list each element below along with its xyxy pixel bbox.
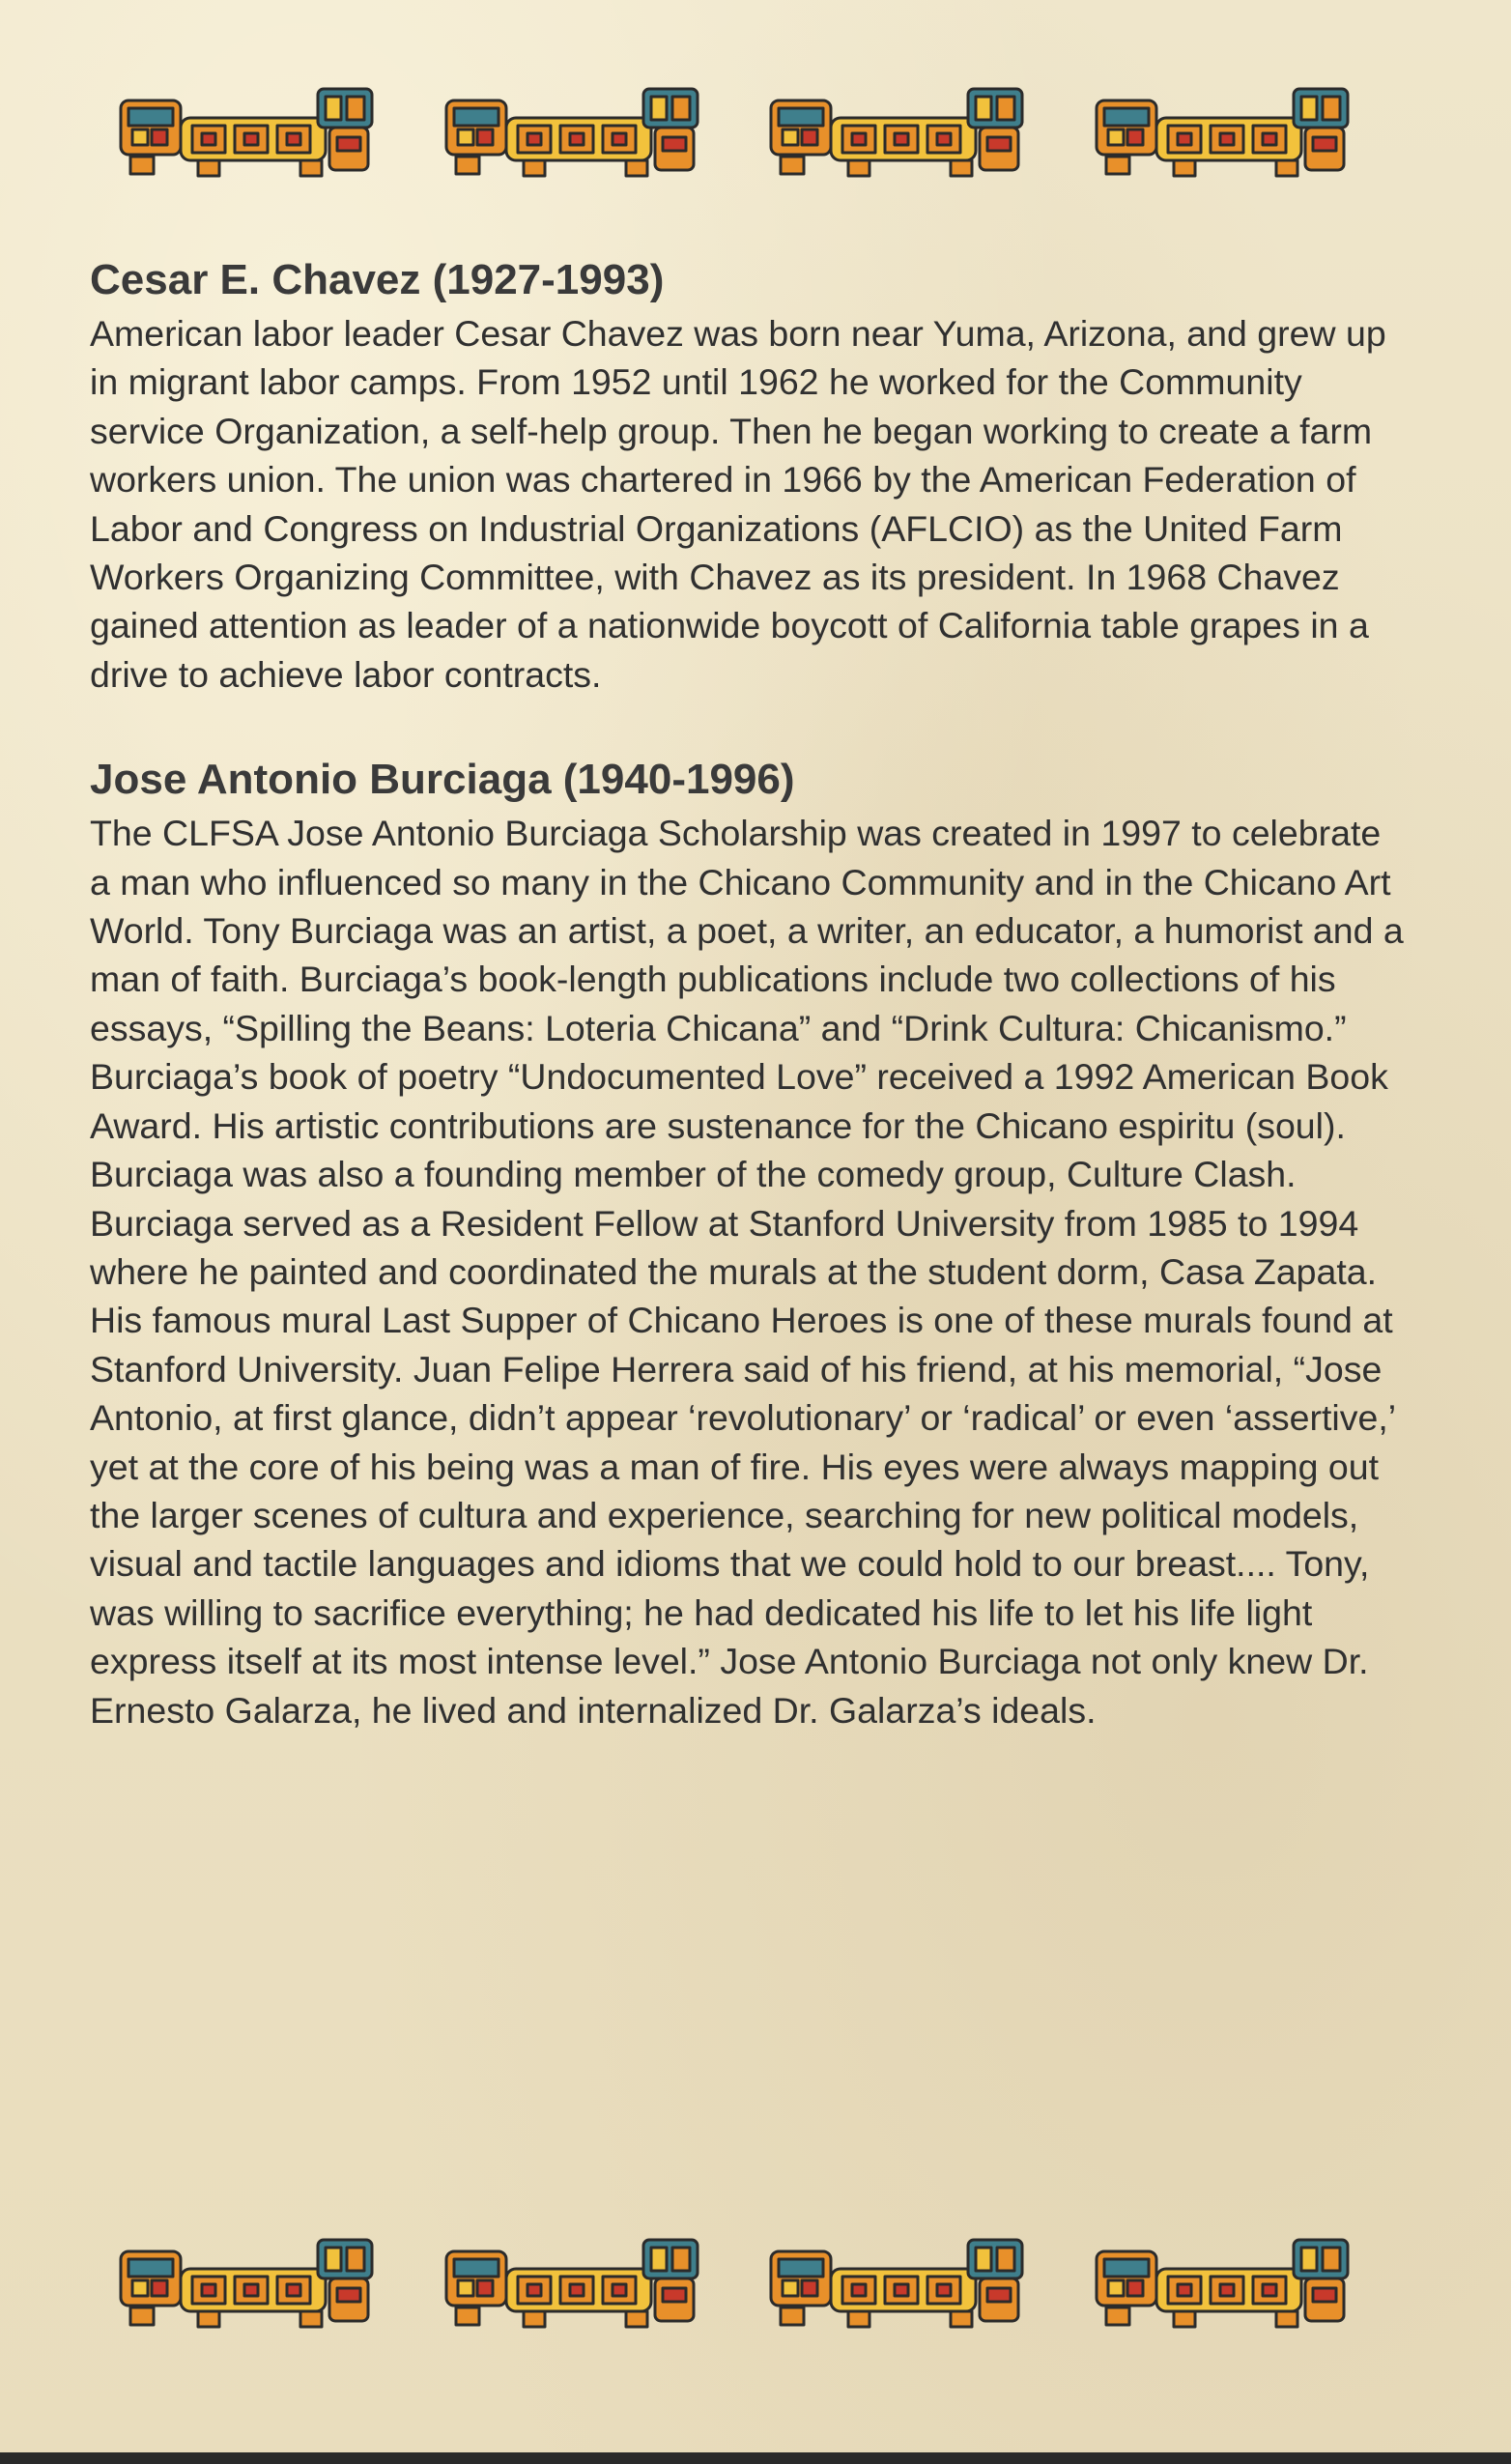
section-heading: Jose Antonio Burciaga (1940-1996)	[90, 756, 795, 804]
section-heading: Cesar E. Chavez (1927-1993)	[90, 256, 665, 303]
bottom-glyph-border	[111, 2230, 1357, 2338]
aztec-serpent-glyph-icon	[761, 2230, 1032, 2338]
aztec-serpent-glyph-icon	[437, 79, 707, 187]
section-body: The CLFSA Jose Antonio Burciaga Scholarship was created in 1997 to celebrate a man who influenced so many in the Chicano Community and in the Chicano Art World. Tony Burciaga was an artist, a poet, a writer, an educator, a humorist and a man of faith. Burciaga’s book-length publications include two collections of his essays, “Spilling the Beans: Loteria Chicana” and “Drink Cultura: Chicanismo.” Burciaga’s book of poetry “Undocumented Love” received a 1992 American Book Award. His artistic contributions are sustenance for the Chicano espiritu (soul). Burciaga was also a founding member of the comedy group, Culture Clash. Burciaga served as a Resident Fellow at Stanford University from 1985 to 1994 where he painted and coordinated the murals at the student dorm, Casa Zapata. His famous mural Last Supper of Chicano Heroes is one of these murals found at Stanford University. Juan Felipe Herrera said of his friend, at his memorial, “Jose Antonio, at first glance, didn’t appear ‘revolutionary’ or ‘radical’ or even ‘assertive,’ yet at the core of his being was a man of fire. His eyes were always mapping out the larger scenes of cultura and experience, searching for new political models, visual and tactile languages and idioms that we could hold to our breast.... Tony, was willing to sacrifice everything; he had dedicated his life to let his life light express itself at its most intense level.” Jose Antonio Burciaga not only knew Dr. Ernesto Galarza, he lived and internalized Dr. Galarza’s ideals.	[90, 813, 1404, 1731]
aztec-serpent-glyph-icon	[761, 79, 1032, 187]
aztec-serpent-glyph-icon	[437, 2230, 707, 2338]
aztec-serpent-glyph-icon	[111, 2230, 382, 2338]
top-glyph-border	[111, 79, 1357, 187]
section-jose-antonio-burciaga	[90, 753, 1404, 1734]
aztec-serpent-glyph-icon	[1087, 2230, 1357, 2338]
aztec-serpent-glyph-icon	[111, 79, 382, 187]
document-content	[90, 253, 1404, 1734]
section-cesar-chavez	[90, 253, 1404, 699]
section-body: American labor leader Cesar Chavez was born near Yuma, Arizona, and grew up in migrant labor camps. From 1952 until 1962 he worked for the Community service Organization, a self-help group. Then he began working to create a farm workers union. The union was chartered in 1966 by the American Federation of Labor and Congress on Industrial Organizations (AFLCIO) as the United Farm Workers Organizing Committee, with Chavez as its president. In 1968 Chavez gained attention as leader of a nationwide boycott of California table grapes in a drive to achieve labor contracts.	[90, 313, 1386, 695]
bottom-edge-rule	[0, 2452, 1511, 2464]
aztec-serpent-glyph-icon	[1087, 79, 1357, 187]
